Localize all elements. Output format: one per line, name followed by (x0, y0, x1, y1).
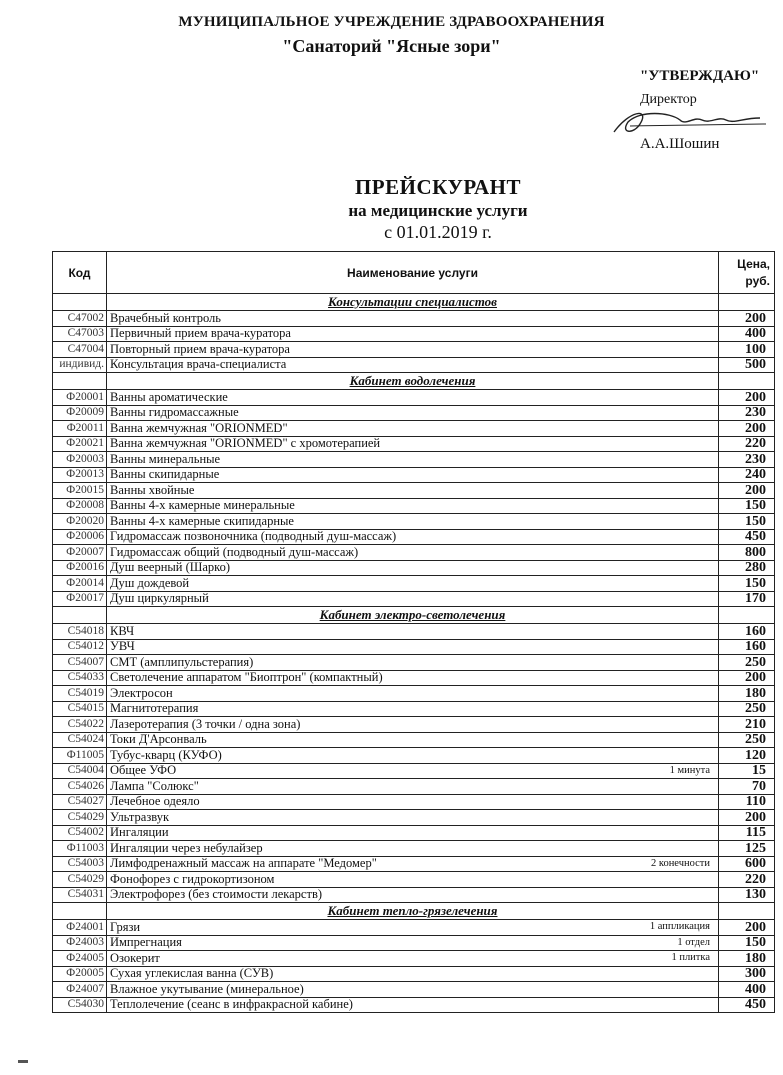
service-name: Ингаляции (110, 825, 169, 840)
service-name: Импрегнация (110, 935, 182, 950)
service-name: Общее УФО (110, 763, 177, 778)
service-unit: 1 аппликация (649, 921, 710, 932)
table-row (53, 452, 775, 468)
service-price: 180 (719, 951, 775, 967)
signature-image (610, 104, 770, 138)
service-name-cell (107, 951, 719, 967)
service-name-cell (107, 810, 719, 826)
service-name-cell (107, 514, 719, 530)
service-name: Озокерит (110, 950, 160, 965)
table-row (53, 498, 775, 514)
table-row (53, 748, 775, 764)
table-row (53, 920, 775, 936)
service-name-cell (107, 545, 719, 561)
table-row (53, 763, 775, 779)
service-name-cell (107, 591, 719, 607)
service-name: Электрофорез (без стоимости лекарств) (110, 887, 323, 902)
service-name-cell (107, 560, 719, 576)
price-table-body (53, 294, 775, 1013)
service-name: Сухая углекислая ванна (СУВ) (110, 966, 274, 981)
table-header-row (53, 252, 775, 294)
service-name-cell (107, 326, 719, 342)
table-row (53, 935, 775, 951)
service-code: С54029 (53, 810, 107, 826)
table-row (53, 825, 775, 841)
service-name-cell (107, 763, 719, 779)
approval-stamp-text: "УТВЕРЖДАЮ" (640, 68, 760, 84)
section-price-cell (719, 294, 775, 311)
service-name-cell (107, 701, 719, 717)
service-name: КВЧ (110, 623, 135, 638)
service-name-cell (107, 717, 719, 733)
service-code: Ф11003 (53, 841, 107, 857)
service-price: 150 (719, 935, 775, 951)
table-row (53, 311, 775, 327)
service-name-cell (107, 452, 719, 468)
service-name-cell (107, 887, 719, 903)
service-name: УВЧ (110, 639, 135, 654)
service-name-cell (107, 390, 719, 406)
service-name: Лазеротерапия (3 точки / одна зона) (110, 716, 301, 731)
service-code: С54029 (53, 872, 107, 888)
section-price-cell (719, 903, 775, 920)
service-code: Ф20015 (53, 483, 107, 499)
service-name-cell (107, 529, 719, 545)
service-code: С54026 (53, 779, 107, 795)
service-name-cell (107, 467, 719, 483)
service-price: 200 (719, 920, 775, 936)
service-price: 130 (719, 887, 775, 903)
service-name: Лимфодренажный массаж на аппарате "Медомер" (110, 856, 377, 871)
service-price: 70 (719, 779, 775, 795)
table-row (53, 405, 775, 421)
service-name: Магнитотерапия (110, 701, 199, 716)
service-name: Грязи (110, 919, 141, 934)
service-price: 250 (719, 732, 775, 748)
service-code: Ф24001 (53, 920, 107, 936)
table-row (53, 717, 775, 733)
service-name: Консультация врача-специалиста (110, 357, 287, 372)
section-header-row (53, 373, 775, 390)
service-price: 120 (719, 748, 775, 764)
service-price: 600 (719, 856, 775, 872)
service-code: С54004 (53, 763, 107, 779)
table-row (53, 357, 775, 373)
service-code: Ф20017 (53, 591, 107, 607)
table-row (53, 810, 775, 826)
service-name-cell (107, 935, 719, 951)
service-price: 240 (719, 467, 775, 483)
service-name-cell (107, 997, 719, 1013)
service-unit: 1 минута (669, 764, 710, 776)
service-name-cell (107, 794, 719, 810)
service-name-cell (107, 655, 719, 671)
service-code: Ф20011 (53, 421, 107, 437)
service-name-cell (107, 576, 719, 592)
service-name: Теплолечение (сеанс в инфракрасной кабине) (110, 997, 353, 1012)
service-code: С54033 (53, 670, 107, 686)
document-title: ПРЕЙСКУРАНТ (354, 175, 522, 199)
service-price: 125 (719, 841, 775, 857)
table-row (53, 982, 775, 998)
service-price: 200 (719, 311, 775, 327)
service-name-cell (107, 436, 719, 452)
service-name-cell (107, 357, 719, 373)
service-name-cell (107, 825, 719, 841)
service-name: Повторный прием врача-куратора (110, 341, 290, 356)
table-row (53, 639, 775, 655)
service-name: Светолечение аппаратом "Биоптрон" (компактный) (110, 670, 383, 685)
service-price: 180 (719, 686, 775, 702)
service-name: Душ дождевой (110, 575, 190, 590)
service-name-cell (107, 405, 719, 421)
service-name: Электросон (110, 685, 173, 700)
service-price: 100 (719, 342, 775, 358)
service-code: Ф20009 (53, 405, 107, 421)
service-unit: 1 плитка (671, 952, 710, 963)
service-code: Ф20005 (53, 966, 107, 982)
table-row (53, 624, 775, 640)
table-row (53, 576, 775, 592)
service-code: С54015 (53, 701, 107, 717)
service-name-cell (107, 982, 719, 998)
service-code: С54019 (53, 686, 107, 702)
service-price: 150 (719, 576, 775, 592)
service-price: 250 (719, 655, 775, 671)
service-unit: 2 конечности (651, 857, 710, 869)
service-code: С54012 (53, 639, 107, 655)
service-name: Ванны 4-х камерные минеральные (110, 498, 295, 513)
service-code: Ф20001 (53, 390, 107, 406)
service-code: С54003 (53, 856, 107, 872)
table-row (53, 390, 775, 406)
service-code: Ф20008 (53, 498, 107, 514)
service-code: С47003 (53, 326, 107, 342)
service-name-cell (107, 670, 719, 686)
signer-name: А.А.Шошин (640, 136, 720, 152)
service-name: Фонофорез с гидрокортизоном (110, 871, 275, 886)
service-price: 450 (719, 529, 775, 545)
service-price: 400 (719, 982, 775, 998)
section-header-row (53, 607, 775, 624)
service-unit: 1 отдел (677, 936, 710, 948)
section-title: Кабинет тепло-грязелечения (107, 903, 719, 920)
service-code: Ф24005 (53, 951, 107, 967)
table-row (53, 966, 775, 982)
service-name: Ванны 4-х камерные скипидарные (110, 513, 294, 528)
service-code: Ф20020 (53, 514, 107, 530)
director-position: Директор (640, 92, 697, 107)
service-price: 400 (719, 326, 775, 342)
service-code: С54007 (53, 655, 107, 671)
service-name-cell (107, 311, 719, 327)
service-name: Лампа "Солюкс" (110, 778, 199, 793)
service-name: Токи Д'Арсонваль (110, 732, 207, 747)
table-row (53, 342, 775, 358)
service-price: 230 (719, 405, 775, 421)
table-row (53, 560, 775, 576)
effective-date: с 01.01.2019 г. (384, 222, 492, 242)
service-price: 220 (719, 436, 775, 452)
section-code-cell (53, 903, 107, 920)
service-price: 15 (719, 763, 775, 779)
table-row (53, 794, 775, 810)
service-name: Врачебный контроль (110, 310, 221, 325)
service-code: С54024 (53, 732, 107, 748)
table-row (53, 326, 775, 342)
section-header-row (53, 294, 775, 311)
service-name: Ванны ароматические (110, 389, 228, 404)
service-name-cell (107, 483, 719, 499)
service-name: Лечебное одеяло (110, 794, 200, 809)
service-code: С54018 (53, 624, 107, 640)
service-name: Первичный прием врача-куратора (110, 326, 291, 341)
service-name: Тубус-кварц (КУФО) (110, 747, 222, 762)
service-name-cell (107, 966, 719, 982)
table-row (53, 701, 775, 717)
service-name: Ингаляции через небулайзер (110, 840, 263, 855)
price-column-header: Цена, руб. (719, 252, 775, 294)
table-row (53, 591, 775, 607)
section-code-cell (53, 607, 107, 624)
organization-type: МУНИЦИПАЛЬНОЕ УЧРЕЖДЕНИЕ ЗДРАВООХРАНЕНИЯ (178, 14, 605, 30)
service-name: Ультразвук (110, 809, 170, 824)
service-price: 500 (719, 357, 775, 373)
table-row (53, 655, 775, 671)
service-name-cell (107, 498, 719, 514)
service-price: 115 (719, 825, 775, 841)
table-row (53, 872, 775, 888)
service-name: Ванны гидромассажные (110, 405, 239, 420)
service-code: Ф24003 (53, 935, 107, 951)
price-table (52, 251, 775, 1013)
service-name: Душ циркулярный (110, 591, 209, 606)
section-code-cell (53, 373, 107, 390)
section-title: Кабинет электро-светолечения (107, 607, 719, 624)
service-code: С54031 (53, 887, 107, 903)
table-row (53, 887, 775, 903)
service-code: С47002 (53, 311, 107, 327)
service-price: 150 (719, 514, 775, 530)
section-title: Кабинет водолечения (107, 373, 719, 390)
service-name: СМТ (амплипульстерапия) (110, 654, 254, 669)
section-header-row (53, 903, 775, 920)
table-row (53, 670, 775, 686)
table-row (53, 732, 775, 748)
service-code: Ф20016 (53, 560, 107, 576)
service-price: 250 (719, 701, 775, 717)
table-row (53, 514, 775, 530)
service-name-cell (107, 732, 719, 748)
table-row (53, 529, 775, 545)
service-name: Ванна жемчужная "ORIONMED" с хромотерапией (110, 436, 381, 451)
service-price: 220 (719, 872, 775, 888)
service-code: Ф20013 (53, 467, 107, 483)
section-price-cell (719, 373, 775, 390)
service-name: Гидромассаж позвоночника (подводный душ-массаж) (110, 529, 397, 544)
service-name-cell (107, 639, 719, 655)
service-code: С54030 (53, 997, 107, 1013)
service-name: Ванны минеральные (110, 451, 221, 466)
service-name-cell (107, 748, 719, 764)
table-row (53, 779, 775, 795)
service-code: индивид. (53, 357, 107, 373)
service-name-cell (107, 872, 719, 888)
service-price: 150 (719, 498, 775, 514)
document-subtitle: на медицинские услуги (348, 201, 528, 220)
service-price: 800 (719, 545, 775, 561)
service-name-cell (107, 841, 719, 857)
service-code: Ф20006 (53, 529, 107, 545)
service-price: 300 (719, 966, 775, 982)
table-row (53, 436, 775, 452)
service-name: Ванна жемчужная "ORIONMED" (110, 420, 288, 435)
service-code: Ф20003 (53, 452, 107, 468)
service-code: С54027 (53, 794, 107, 810)
service-price: 450 (719, 997, 775, 1013)
service-name: Гидромассаж общий (подводный душ-массаж) (110, 544, 359, 559)
service-code: Ф20014 (53, 576, 107, 592)
table-row (53, 483, 775, 499)
service-name-cell (107, 856, 719, 872)
section-price-cell (719, 607, 775, 624)
service-price: 210 (719, 717, 775, 733)
service-code: С54002 (53, 825, 107, 841)
table-row (53, 841, 775, 857)
service-price: 200 (719, 810, 775, 826)
service-name: Влажное укутывание (минеральное) (110, 981, 304, 996)
service-name: Душ веерный (Шарко) (110, 560, 231, 575)
service-price: 160 (719, 624, 775, 640)
service-name-cell (107, 624, 719, 640)
service-price: 200 (719, 421, 775, 437)
service-name-column-header: Наименование услуги (107, 252, 719, 294)
service-code: С54022 (53, 717, 107, 733)
table-row (53, 467, 775, 483)
service-price: 230 (719, 452, 775, 468)
service-name-cell (107, 920, 719, 936)
table-row (53, 856, 775, 872)
service-price: 200 (719, 390, 775, 406)
table-row (53, 951, 775, 967)
table-row (53, 997, 775, 1013)
service-name-cell (107, 686, 719, 702)
service-code: Ф20021 (53, 436, 107, 452)
code-column-header: Код (53, 252, 107, 294)
service-code: Ф20007 (53, 545, 107, 561)
service-name: Ванны хвойные (110, 482, 195, 497)
section-title: Консультации специалистов (107, 294, 719, 311)
service-name: Ванны скипидарные (110, 467, 220, 482)
service-price: 160 (719, 639, 775, 655)
table-row (53, 686, 775, 702)
organization-name: "Санаторий "Ясные зори" (282, 36, 501, 56)
service-price: 280 (719, 560, 775, 576)
service-name-cell (107, 779, 719, 795)
service-code: Ф24007 (53, 982, 107, 998)
service-name-cell (107, 342, 719, 358)
service-price: 200 (719, 670, 775, 686)
service-code: Ф11005 (53, 748, 107, 764)
service-name-cell (107, 421, 719, 437)
table-row (53, 545, 775, 561)
service-price: 200 (719, 483, 775, 499)
service-price: 170 (719, 591, 775, 607)
service-code: С47004 (53, 342, 107, 358)
section-code-cell (53, 294, 107, 311)
service-price: 110 (719, 794, 775, 810)
scan-artifact (18, 1060, 28, 1063)
table-row (53, 421, 775, 437)
